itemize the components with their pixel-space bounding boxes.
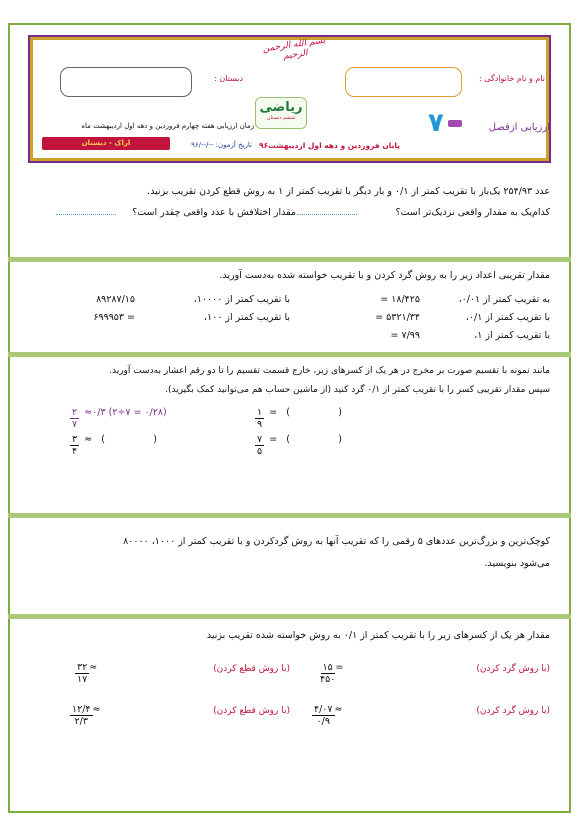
school-label: دبستان : bbox=[214, 74, 243, 83]
q2-row2-c1: با تقریب کمتر از ۰/۱، bbox=[465, 312, 550, 323]
section-divider-2 bbox=[8, 352, 571, 357]
q4-line1: کوچک‌ترین و بزرگ‌ترین عددهای ۵ رقمی را که تقریب آنها به روش گردکردن و با تقریب کمتر از ۱۰۰۰، ۸۰۰۰۰ bbox=[123, 536, 550, 547]
test-date: تاریخ آزمون: --/--/۹۶ bbox=[191, 141, 252, 149]
q5-item-3-method: (با روش گرد کردن) bbox=[476, 706, 550, 716]
signature-text: اراک - دبستان bbox=[81, 139, 131, 147]
q2-row1-c1: به تقریب کمتر از ۰/۰۱، bbox=[458, 294, 550, 305]
logo-calligraphy: بسم الله الرحمن الرحیم bbox=[262, 35, 326, 62]
q5-item-1-symbol: = bbox=[335, 662, 344, 673]
school-field[interactable] bbox=[60, 67, 192, 97]
q2-row1-c4: ۸۹۲۸۷/۱۵ bbox=[96, 294, 135, 305]
subject-badge bbox=[255, 97, 307, 129]
chapter-ribbon-icon bbox=[448, 120, 462, 127]
q2-row3-c1: با تقریب کمتر از ۱، bbox=[474, 330, 550, 341]
q3-item-2-answer[interactable]: ≈ ( ) bbox=[84, 434, 157, 445]
q2-row2-c4: = ۶۹۹۹۵۳ bbox=[93, 312, 135, 323]
q5-item-3 bbox=[312, 697, 392, 727]
family-name-field[interactable] bbox=[345, 67, 462, 97]
fraction-denominator: ۷ bbox=[72, 419, 78, 430]
q3-item-2-fraction bbox=[70, 434, 79, 457]
fraction-denominator: ۴ bbox=[72, 446, 78, 457]
fraction-numerator: ۴/۰۷ bbox=[314, 704, 333, 715]
q3-item-3-answer[interactable]: = ( ) bbox=[269, 434, 342, 445]
q2-row3-c2: ۷/۹۹ = bbox=[390, 330, 420, 341]
q3-item-3-fraction bbox=[255, 434, 264, 457]
q3-line1: مانند نمونه با تقسیم صورت بر مخرج در هر یک از کسرهای زیر، خارج قسمت تقسیم را تا دو رقم اعشار به‌دست آورید. bbox=[109, 366, 550, 376]
subject-title: ریاضی bbox=[259, 100, 303, 115]
q3-line2: سپس مقدار تقریبی کسر را با تقریب کمتر از ۰/۱ گرد کنید (از ماشین حساب هم می‌توانید کمک بگیرید). bbox=[165, 385, 550, 395]
q5-item-4-symbol: ≈ bbox=[92, 704, 101, 715]
fraction-numerator: ۳۲ bbox=[77, 662, 88, 673]
q2-row2-c3: با تقریب کمتر از ۱۰۰، bbox=[203, 312, 290, 323]
q1-line2-b: مقدار اختلافش با عدد واقعی چقدر است؟ bbox=[132, 207, 296, 218]
q3-example bbox=[70, 400, 230, 430]
q2-row1-c3: با تقریب کمتر از ۱۰۰۰۰، bbox=[193, 294, 290, 305]
q5-item-2 bbox=[75, 655, 145, 685]
q1-line1: عدد ۲۵۴/۹۳ یک‌بار با تقریب کمتر از ۰/۱ و بار دیگر با تقریب کمتر از ۱ به روش قطع کردن تقریب بزنید. bbox=[147, 186, 550, 197]
q3-item-2 bbox=[70, 427, 230, 457]
fraction-denominator: ۵ bbox=[257, 446, 263, 457]
fraction-numerator: ۱۵ bbox=[322, 662, 333, 673]
q3-item-1 bbox=[255, 400, 415, 430]
fraction-denominator: ۹ bbox=[257, 419, 263, 430]
fraction-numerator: ۷ bbox=[257, 434, 263, 445]
fraction-numerator: ۱۲/۴ bbox=[72, 704, 91, 715]
q3-example-rest: ≈۰/۳ (۲÷۷ = ۰/۲۸) bbox=[84, 407, 167, 418]
q5-item-4-method: (با روش قطع کردن) bbox=[213, 706, 290, 716]
fraction-numerator: ۱ bbox=[257, 407, 263, 418]
section-divider-1 bbox=[8, 257, 571, 262]
eval-chapter-label: ارزیابی ازفصل bbox=[488, 122, 550, 133]
q5-item-1 bbox=[320, 655, 390, 685]
q5-intro: مقدار هر یک از کسرهای زیر را با تقریب کمتر از ۰/۱ به روش خواسته شده تقریب بزنید bbox=[206, 630, 550, 641]
fraction-denominator: ۲/۳ bbox=[74, 716, 88, 727]
eval-period: زمان ارزیابی هفته چهارم فروردین و دهه اول اردیبهشت ماه bbox=[81, 122, 254, 130]
q3-item-3 bbox=[255, 427, 415, 457]
term-banner: پایان فروردین و دهه اول اردیبهشت۹۶ bbox=[259, 141, 400, 150]
q5-item-4-fraction bbox=[70, 704, 93, 727]
fraction-denominator: ۱۷ bbox=[77, 674, 88, 685]
subject-subtitle: ششم دبستان bbox=[266, 115, 296, 121]
fraction-numerator: ۳ bbox=[72, 434, 78, 445]
q5-item-1-fraction bbox=[320, 662, 335, 685]
fraction-denominator: ۰/۹ bbox=[316, 716, 330, 727]
q3-item-1-answer[interactable]: = ( ) bbox=[269, 407, 342, 418]
chapter-number: ۷ bbox=[428, 108, 444, 138]
signature-stamp bbox=[42, 137, 170, 150]
fraction-numerator: ۲ bbox=[72, 407, 78, 418]
q1-answer-blank-1[interactable] bbox=[297, 214, 357, 215]
q5-item-3-fraction bbox=[312, 704, 335, 727]
q5-item-4 bbox=[70, 697, 150, 727]
fraction-denominator: ۴۵۰ bbox=[320, 674, 336, 685]
q5-item-2-symbol: ≈ bbox=[89, 662, 98, 673]
q2-intro: مقدار تقریبی اعداد زیر را به روش گرد کردن و با تقریب خواسته شده به‌دست آورید. bbox=[219, 270, 550, 281]
section-divider-3 bbox=[8, 513, 571, 518]
q1-line2-a: کدام‌یک به مقدار واقعی نزدیک‌تر است؟ bbox=[395, 207, 550, 218]
q5-item-3-symbol: ≈ bbox=[334, 704, 343, 715]
q5-item-2-method: (با روش قطع کردن) bbox=[213, 664, 290, 674]
q5-item-1-method: (با روش گرد کردن) bbox=[476, 664, 550, 674]
q2-row1-c2: ۱۸/۴۲۵ = bbox=[380, 294, 420, 305]
family-label: نام و نام خانوادگی : bbox=[479, 74, 545, 83]
q5-item-2-fraction bbox=[75, 662, 89, 685]
q1-answer-blank-2[interactable] bbox=[56, 214, 116, 215]
section-divider-4 bbox=[8, 614, 571, 619]
q4-line2: می‌شود بنویسید. bbox=[484, 558, 550, 569]
q2-row2-c2: ۵۳۲۱/۳۴ = bbox=[375, 312, 420, 323]
